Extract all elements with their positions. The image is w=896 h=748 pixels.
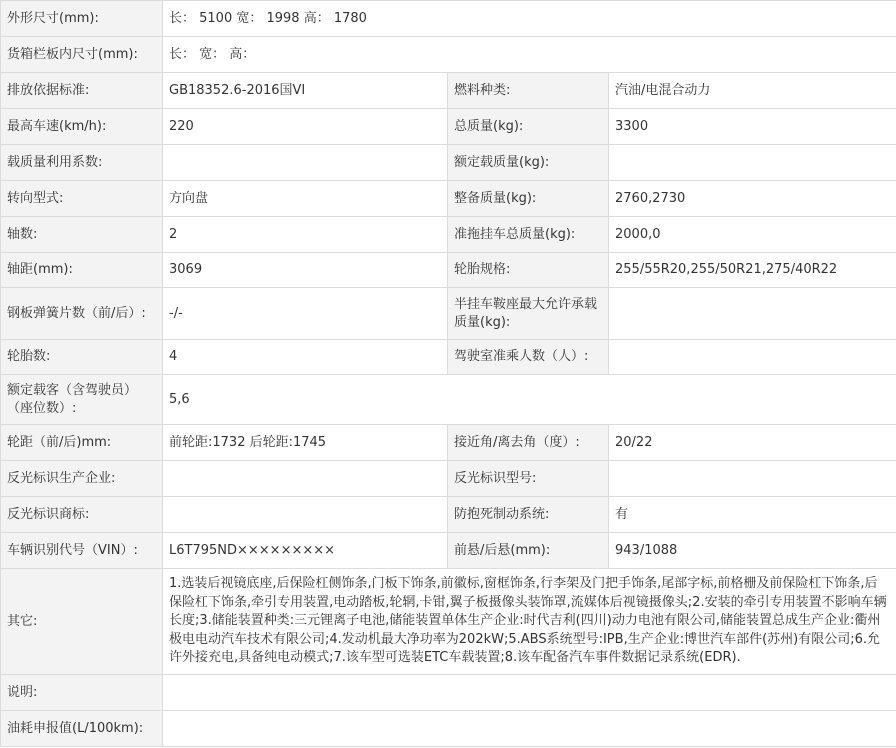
max-speed-value: 220 [163, 109, 448, 145]
approach-departure-angle-value: 20/22 [609, 425, 896, 461]
total-mass-label: 总质量(kg): [448, 109, 609, 145]
notes-value [163, 675, 896, 711]
wheelbase-label: 轴距(mm): [1, 253, 163, 288]
table-row [1, 340, 896, 375]
axle-count-value: 2 [163, 217, 448, 253]
table-row [1, 217, 896, 253]
curb-weight-label: 整备质量(kg): [448, 181, 609, 217]
dimensions-value: 长： 5100 宽： 1998 高： 1780 [163, 1, 896, 37]
cargo-box-dimensions-label: 货箱栏板内尺寸(mm): [1, 37, 163, 73]
steering-type-label: 转向型式: [1, 181, 163, 217]
other-value: 1.选装后视镜底座,后保险杠侧饰条,门板下饰条,前徽标,窗框饰条,行李架及门把手饰条,尾部字标,前格栅及前保险杠下饰条,后保险杠下饰条,牵引专用装置,电动踏板,轮辋,卡钳,翼子板摄像头装饰罩,流媒体后视镜摄像头;2.安装的牵引专用装置不影响车辆长度;3.储能装置种类:三元锂离子电池,储能装置单体生产企业:时代吉利(四川)动力电池有限公司,储能装置总成生产企业:衢州极电电动汽车技术有限公司;4.发动机最大净功率为202kW;5.ABS系统型号:IPB,生产企业:博世汽车部件(苏州)有限公司;6.允许外接充电,具备纯电动模式;7.该车型可选装ETC车载装置;8.该车配备汽车事件数据记录系统(EDR). [163, 569, 896, 675]
max-speed-label: 最高车速(km/h): [1, 109, 163, 145]
table-row [1, 711, 896, 747]
fuel-consumption-label: 油耗申报值(L/100km): [1, 711, 163, 747]
notes-label: 说明: [1, 675, 163, 711]
table-row [1, 288, 896, 340]
dimensions-label: 外形尺寸(mm): [1, 1, 163, 37]
curb-weight-value: 2760,2730 [609, 181, 896, 217]
table-row [1, 1, 896, 37]
saddle-load-value [609, 288, 896, 340]
table-row [1, 497, 896, 533]
reflector-model-label: 反光标识型号: [448, 461, 609, 497]
overhang-label: 前悬/后悬(mm): [448, 533, 609, 569]
load-utilization-value [163, 145, 448, 181]
cab-capacity-label: 驾驶室准乘人数（人）: [448, 340, 609, 375]
reflector-manufacturer-value [163, 461, 448, 497]
table-row [1, 73, 896, 109]
approach-departure-angle-label: 接近角/离去角（度）: [448, 425, 609, 461]
cargo-box-dimensions-value: 长： 宽： 高： [163, 37, 896, 73]
vin-value: L6T795ND××××××××× [163, 533, 448, 569]
track-width-value: 前轮距:1732 后轮距:1745 [163, 425, 448, 461]
table-row [1, 145, 896, 181]
reflector-brand-value [163, 497, 448, 533]
table-row [1, 375, 896, 425]
fuel-type-value: 汽油/电混合动力 [609, 73, 896, 109]
leaf-spring-value: -/- [163, 288, 448, 340]
abs-label: 防抱死制动系统: [448, 497, 609, 533]
emission-standard-label: 排放依据标准: [1, 73, 163, 109]
emission-standard-value: GB18352.6-2016国VI [163, 73, 448, 109]
trailer-mass-label: 准拖挂车总质量(kg): [448, 217, 609, 253]
fuel-consumption-value [163, 711, 896, 747]
steering-type-value: 方向盘 [163, 181, 448, 217]
tire-count-value: 4 [163, 340, 448, 375]
table-row [1, 461, 896, 497]
cab-capacity-value [609, 340, 896, 375]
table-row [1, 181, 896, 217]
rated-load-label: 额定载质量(kg): [448, 145, 609, 181]
reflector-manufacturer-label: 反光标识生产企业: [1, 461, 163, 497]
track-width-label: 轮距（前/后)mm: [1, 425, 163, 461]
total-mass-value: 3300 [609, 109, 896, 145]
other-label: 其它: [1, 569, 163, 675]
overhang-value: 943/1088 [609, 533, 896, 569]
leaf-spring-label: 钢板弹簧片数（前/后）: [1, 288, 163, 340]
abs-value: 有 [609, 497, 896, 533]
trailer-mass-value: 2000,0 [609, 217, 896, 253]
rated-passengers-value: 5,6 [163, 375, 896, 425]
axle-count-label: 轴数: [1, 217, 163, 253]
vin-label: 车辆识别代号（VIN）: [1, 533, 163, 569]
table-row [1, 109, 896, 145]
reflector-brand-label: 反光标识商标: [1, 497, 163, 533]
table-row [1, 533, 896, 569]
tire-spec-value: 255/55R20,255/50R21,275/40R22 [609, 253, 896, 288]
reflector-model-value [609, 461, 896, 497]
wheelbase-value: 3069 [163, 253, 448, 288]
table-row [1, 253, 896, 288]
table-row [1, 425, 896, 461]
rated-load-value [609, 145, 896, 181]
load-utilization-label: 载质量利用系数: [1, 145, 163, 181]
rated-passengers-label: 额定载客（含驾驶员）（座位数）: [1, 375, 163, 425]
saddle-load-label: 半挂车鞍座最大允许承载质量(kg): [448, 288, 609, 340]
table-row [1, 569, 896, 675]
fuel-type-label: 燃料种类: [448, 73, 609, 109]
tire-spec-label: 轮胎规格: [448, 253, 609, 288]
tire-count-label: 轮胎数: [1, 340, 163, 375]
table-row [1, 675, 896, 711]
table-row [1, 37, 896, 73]
